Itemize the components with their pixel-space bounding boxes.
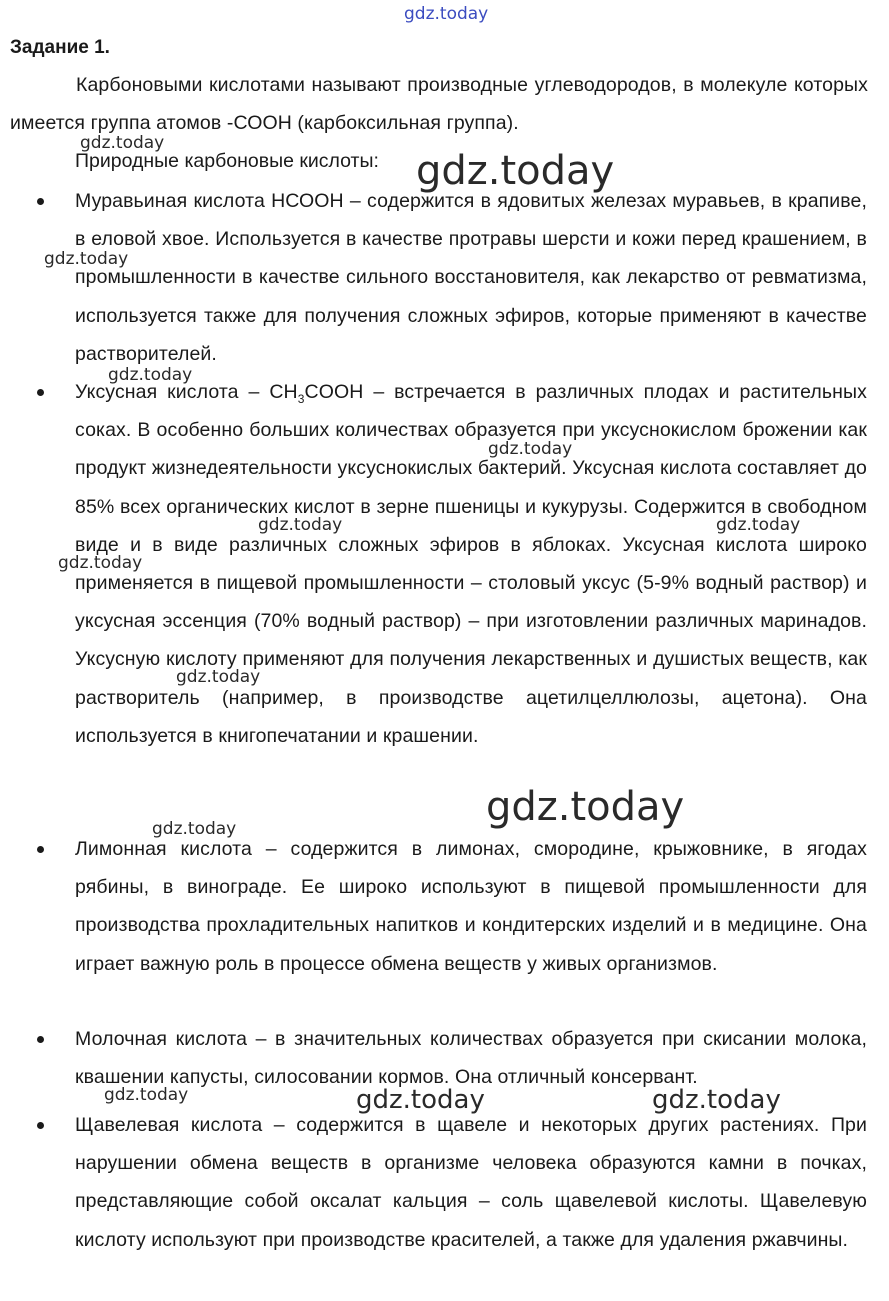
definition-paragraph: [10, 66, 868, 142]
acetic-text-start: Уксусная кислота – CH: [75, 381, 298, 403]
watermark: gdz.today: [258, 515, 343, 535]
watermark: gdz.today: [652, 1085, 781, 1115]
watermark: gdz.today: [104, 1085, 189, 1105]
watermark: gdz.today: [716, 515, 801, 535]
watermark: gdz.today: [416, 148, 615, 194]
watermark: gdz.today: [80, 133, 165, 153]
natural-acids-heading: Природные карбоновые кислоты:: [75, 150, 379, 172]
formula-subscript: 3: [297, 391, 305, 406]
list-item-citric-acid: Лимонная кислота – содержится в лимонах, смородине, крыжовнике, в ягодах рябины, в винограде. Ее широко используют в пищевой промышленности для производства прохладительных напитков и кондитерских изделий и в медицине. Она играет важную роль в процессе обмена веществ у живых организмов.: [75, 838, 867, 975]
bullet-icon: [36, 1122, 46, 1132]
acetic-text-rest: COOH – встречается в различных плодах и растительных соках. В особенно больших количествах образуется при уксуснокислом брожении как продукт жизнедеятельности уксуснокислых бактерий. Уксусная кислота составляет до 85% всех органических кислот в зерне пшеницы и кукурузы. Содержится в свободном виде и в виде различных сложных эфиров в яблоках. Уксусная кислота широко применяется в пищевой промышленности – столовый уксус (5-9% водный раствор) и уксусная эссенция (70% водный раствор) – при изготовлении различных маринадов. Уксусную кислоту применяют для получения лекарственных и душистых веществ, как растворитель (например, в производстве ацетилцеллюлозы, ацетона). Она используется в книгопечатании и крашении.: [75, 381, 868, 747]
list-item-formic-acid: Муравьиная кислота НСООН – содержится в ядовитых железах муравьев, в крапиве, в еловой хвое. Используется в качестве протравы шерсти и кожи перед крашением, в промышленности в качестве сильного восстановителя, как лекарство от ревматизма, используется также для получения сложных эфиров, которые применяют в качестве растворителей.: [75, 190, 867, 365]
list-item-lactic-acid: Молочная кислота – в значительных количествах образуется при скисании молока, квашении капусты, силосовании кормов. Она отличный консервант.: [75, 1028, 867, 1089]
watermark: gdz.today: [152, 819, 237, 839]
top-watermark: gdz.today: [404, 4, 489, 24]
watermark: gdz.today: [356, 1085, 485, 1115]
watermark: gdz.today: [44, 249, 129, 269]
bullet-icon: [36, 198, 46, 208]
definition-text: Карбоновыми кислотами называют производные углеводородов, в молекуле которых имеется группа атомов -СООН (карбоксильная группа).: [10, 74, 868, 134]
watermark: gdz.today: [58, 553, 143, 573]
task-title: Задание 1.: [10, 37, 110, 58]
watermark: gdz.today: [486, 784, 685, 830]
watermark: gdz.today: [108, 365, 193, 385]
watermark: gdz.today: [488, 439, 573, 459]
bullet-icon: [36, 1036, 46, 1046]
bullet-icon: [36, 389, 46, 399]
list-item-oxalic-acid: Щавелевая кислота – содержится в щавеле и некоторых других растениях. При нарушении обмена веществ в организме человека образуются камни в почках, представляющие собой оксалат кальция – соль щавелевой кислоты. Щавелевую кислоту используют при производстве красителей, а также для удаления ржавчины.: [75, 1114, 867, 1251]
list-item-acetic-acid: [75, 373, 867, 755]
watermark: gdz.today: [176, 667, 261, 687]
bullet-icon: [36, 846, 46, 856]
